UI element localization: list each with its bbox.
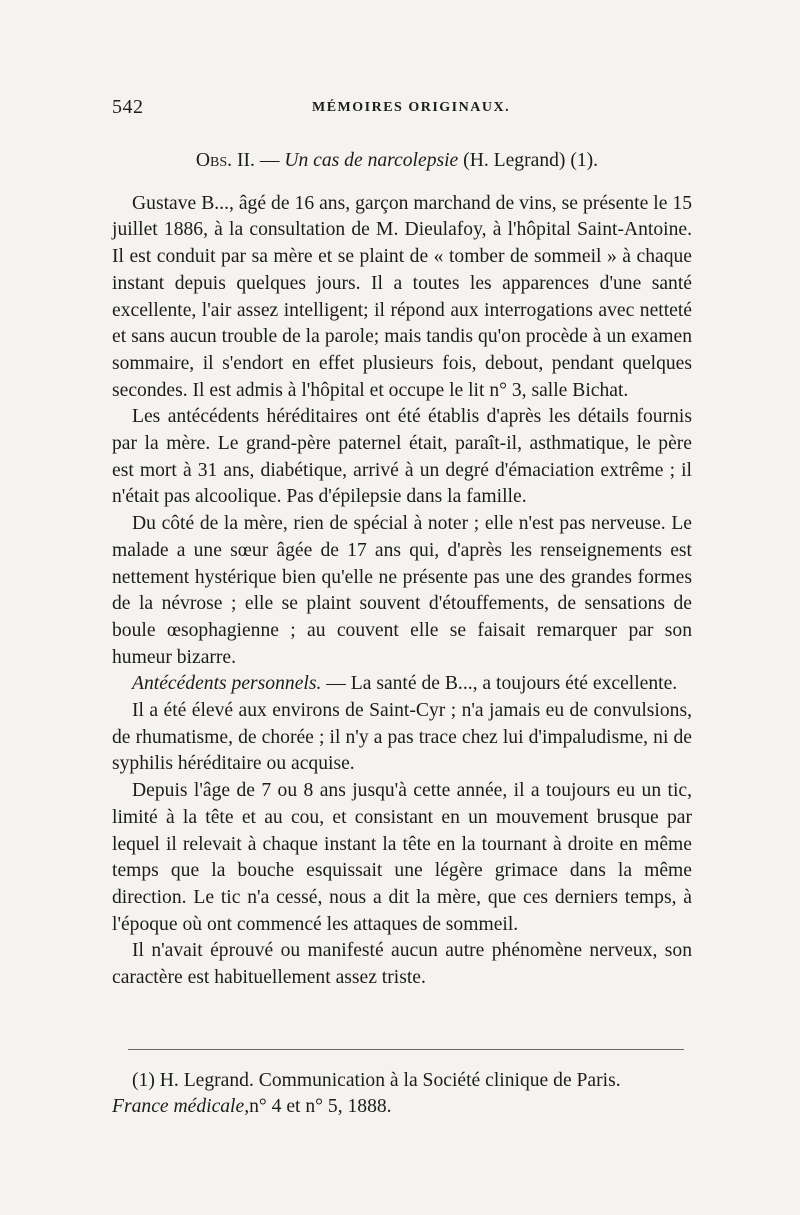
paragraph-personal-history bbox=[112, 671, 692, 698]
personal-history-heading: Antécédents personnels. bbox=[132, 673, 322, 695]
paragraph-character: Il n'avait éprouvé ou manifesté aucun autre phénomène nerveux, son caractère est habituellement assez triste. bbox=[112, 940, 692, 989]
footnote-reference: (1) H. Legrand. Communication à la Société clinique de Paris. bbox=[132, 1070, 621, 1091]
paragraph-patient-presentation: Gustave B..., âgé de 16 ans, garçon marchand de vins, se présente le 15 juillet 1886, à la consultation de M. Dieulafoy, à l'hôpital Saint-Antoine. Il est conduit par sa mère et se plaint de « tomber de sommeil » à chaque instant depuis quelques jours. Il a toutes les apparences d'une santé excellente, l'air assez intelligent; il répond aux interrogations avec netteté et sans aucun trouble de la parole; mais tandis qu'on procède à un examen sommaire, il s'endort en effet plusieurs fois, debout, pendant quelques secondes. Il est admis à l'hôpital et occupe le lit n° 3, salle Bichat. bbox=[112, 192, 692, 401]
paragraph-hereditary-history: Les antécédents héréditaires ont été établis d'après les détails fournis par la mère. Le grand-père paternel était, paraît-il, asthmatique, le père est mort à 31 ans, diabétique, arrivé à un degré d'émaciation extrême ; il n'était pas alcoolique. Pas d'épilepsie dans la famille. bbox=[112, 406, 692, 508]
page-number: 542 bbox=[112, 96, 144, 118]
paragraph-tic-history: Depuis l'âge de 7 ou 8 ans jusqu'à cette année, il a toujours eu un tic, limité à la tête et au cou, et consistant en un mouvement brusque par lequel il relevait à chaque instant la tête en la tournant à droite en même temps que la bouche esquissait une légère grimace dans la même direction. Le tic n'a cessé, nous a dit la mère, que ces derniers temps, à l'époque où ont commencé les attaques de sommeil. bbox=[112, 780, 692, 935]
personal-history-text: — La santé de B..., a toujours été excellente. bbox=[321, 673, 678, 695]
footnote-source bbox=[112, 1094, 692, 1120]
page-header bbox=[112, 96, 690, 126]
footnote-divider bbox=[128, 1049, 684, 1050]
observation-dash: — bbox=[254, 150, 285, 171]
observation-author: (H. Legrand) (1). bbox=[458, 150, 599, 171]
article-body bbox=[112, 148, 692, 992]
observation-label: Obs. II. bbox=[195, 150, 255, 171]
footnote-issues: n° 4 et n° 5, 1888. bbox=[249, 1096, 392, 1117]
running-title: MÉMOIRES ORIGINAUX. bbox=[312, 100, 511, 115]
footnote-journal: France médicale, bbox=[112, 1096, 250, 1117]
observation-title bbox=[112, 148, 692, 175]
observation-name: Un cas de narcolepsie bbox=[284, 150, 459, 171]
footnote bbox=[112, 1068, 692, 1120]
paragraph-maternal-side: Du côté de la mère, rien de spécial à noter ; elle n'est pas nerveuse. Le malade a une sœur âgée de 17 ans qui, d'après les renseignements est nettement hystérique bien qu'elle ne présente pas une des grandes formes de la névrose ; elle se plaint souvent d'étouffements, de sensations de boule œsophagienne ; au couvent elle se faisait remarquer par son humeur bizarre. bbox=[112, 513, 692, 668]
paragraph-upbringing: Il a été élevé aux environs de Saint-Cyr ; n'a jamais eu de convulsions, de rhumatisme, de chorée ; il n'y a pas trace chez lui d'impaludisme, ni de syphilis héréditaire ou acquise. bbox=[112, 700, 692, 775]
